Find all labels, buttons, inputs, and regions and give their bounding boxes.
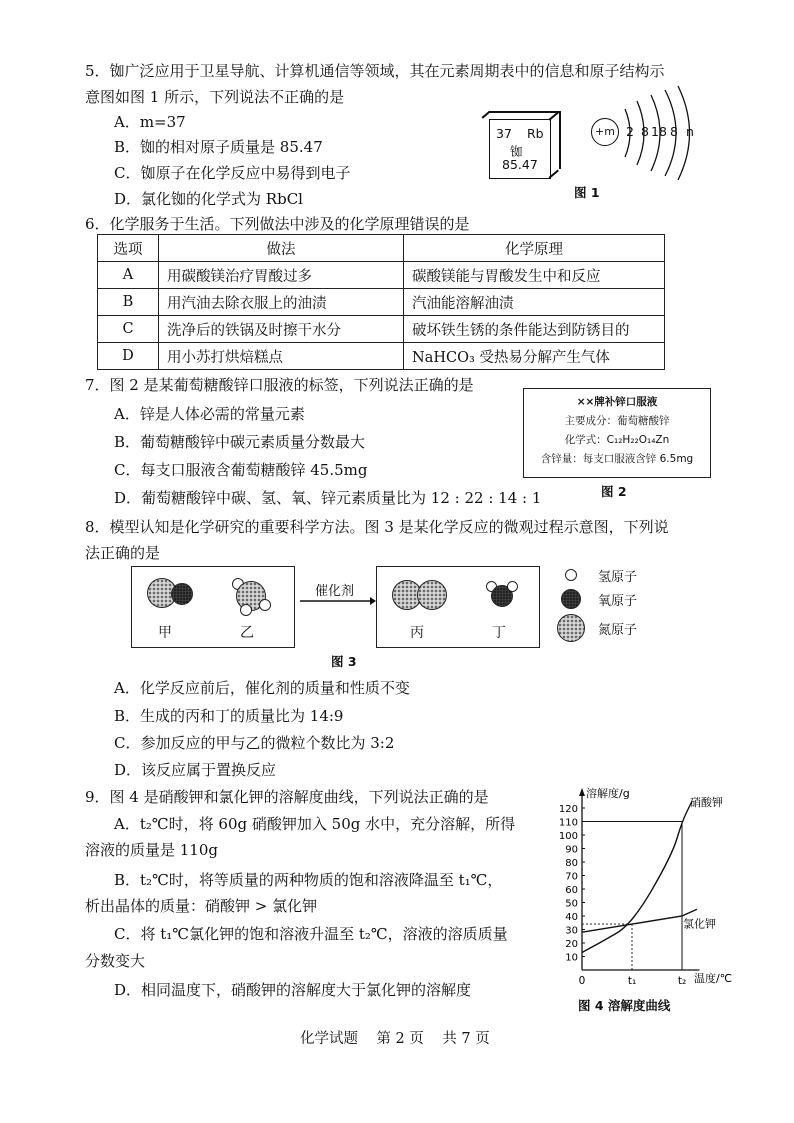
q5-stem-line1: 5．铷广泛应用于卫星导航、计算机通信等领域，其在元素周期表中的信息和原子结构示 bbox=[85, 62, 665, 80]
q9-option-c-line1: C．将 t₁℃氯化钾的饱和溶液升温至 t₂℃，溶液的溶质质量 bbox=[114, 925, 508, 943]
catalyst-label: 催化剂 bbox=[315, 584, 355, 599]
table-row bbox=[98, 316, 665, 343]
element-number: 37 bbox=[496, 126, 512, 141]
q8-option-b: B．生成的丙和丁的质量比为 14:9 bbox=[114, 707, 344, 725]
shell-4: 8 bbox=[670, 124, 678, 139]
q7-stem: 7．图 2 是某葡萄糖酸锌口服液的标签，下列说法正确的是 bbox=[85, 376, 474, 394]
q6-table bbox=[97, 234, 665, 370]
table-header-row bbox=[98, 235, 665, 262]
fig3-caption: 图 3 bbox=[331, 654, 357, 669]
element-mass: 85.47 bbox=[502, 157, 538, 172]
table-header: 化学原理 bbox=[404, 235, 665, 262]
y-tick-label: 110 bbox=[558, 817, 578, 829]
nucleus: +m bbox=[591, 118, 619, 146]
q8-option-d: D．该反应属于置换反应 bbox=[114, 761, 277, 779]
legend-nitrogen: 氮原子 bbox=[598, 623, 638, 638]
product-label bbox=[523, 388, 711, 478]
element-name: 铷 bbox=[510, 144, 523, 159]
hydrogen-atom bbox=[259, 599, 271, 611]
x-axis-label: 温度/℃ bbox=[694, 972, 733, 985]
q9-option-b-line2: 析出晶体的质量：硝酸钾 > 氯化钾 bbox=[85, 897, 318, 915]
y-tick-label: 70 bbox=[565, 871, 578, 883]
y-axis-arrow bbox=[579, 788, 585, 796]
solubility-chart bbox=[548, 784, 748, 994]
q7-option-a: A．锌是人体必需的常量元素 bbox=[114, 405, 305, 423]
oxygen-atom bbox=[171, 583, 193, 605]
legend-hydrogen: 氢原子 bbox=[598, 570, 638, 585]
table-row bbox=[98, 262, 665, 289]
shell-1: 2 bbox=[626, 124, 634, 139]
table-cell: 用小苏打烘焙糕点 bbox=[159, 343, 404, 370]
q5-option-c: C．铷原子在化学反应中易得到电子 bbox=[114, 164, 351, 182]
q9-stem: 9．图 4 是硝酸钾和氯化钾的溶解度曲线，下列说法正确的是 bbox=[85, 788, 489, 806]
label-line2: 主要成分：葡萄糖酸锌 bbox=[564, 415, 670, 427]
y-tick-label: 20 bbox=[565, 939, 578, 950]
legend-oxygen: 氧原子 bbox=[598, 594, 638, 609]
label-line1: ××牌补锌口服液 bbox=[576, 396, 658, 408]
q9-option-c-line2: 分数变大 bbox=[85, 952, 146, 970]
q9-option-b-line1: B．t₂℃时，将等质量的两种物质的饱和溶液降温至 t₁℃， bbox=[114, 871, 503, 889]
reaction-arrow bbox=[300, 595, 376, 607]
table-header: 做法 bbox=[159, 235, 404, 262]
table-cell: A bbox=[98, 262, 159, 289]
y-tick-label: 120 bbox=[558, 804, 578, 815]
q7-option-d: D．葡萄糖酸锌中碳、氢、氧、锌元素质量比为 12 : 22 : 14 : 1 bbox=[114, 489, 542, 507]
y-tick-label: 40 bbox=[565, 912, 578, 923]
table-row bbox=[98, 289, 665, 316]
q7-option-c: C．每支口服液含葡萄糖酸锌 45.5mg bbox=[114, 461, 368, 479]
oxygen-legend-icon bbox=[561, 589, 581, 609]
q5-option-d: D．氯化铷的化学式为 RbCl bbox=[114, 190, 303, 208]
table-cell: NaHCO₃ 受热易分解产生气体 bbox=[404, 343, 665, 370]
q9-option-a-line2: 溶液的质量是 110g bbox=[85, 841, 219, 859]
q5-option-a: A．m=37 bbox=[114, 113, 186, 131]
table-cell: 洗净后的铁锅及时擦干水分 bbox=[159, 316, 404, 343]
table-cell: 用碳酸镁治疗胃酸过多 bbox=[159, 262, 404, 289]
y-tick-label: 50 bbox=[565, 898, 578, 910]
label-yi: 乙 bbox=[240, 625, 254, 641]
series-label-0: 硝酸钾 bbox=[690, 796, 723, 809]
x-tick-label: t₁ bbox=[627, 975, 637, 987]
q9-option-a-line1: A．t₂℃时，将 60g 硝酸钾加入 50g 水中，充分溶解，所得 bbox=[114, 815, 516, 833]
y-tick-label: 100 bbox=[558, 831, 578, 842]
table-cell: 用汽油去除衣服上的油渍 bbox=[159, 289, 404, 316]
q6-stem: 6．化学服务于生活。下列做法中涉及的化学原理错误的是 bbox=[85, 215, 470, 233]
table-cell: B bbox=[98, 289, 159, 316]
q8-stem-line1: 8．模型认知是化学研究的重要科学方法。图 3 是某化学反应的微观过程示意图，下列说 bbox=[85, 518, 669, 536]
y-tick-label: 80 bbox=[565, 858, 578, 869]
q8-option-c: C．参加反应的甲与乙的微粒个数比为 3:2 bbox=[114, 734, 395, 752]
y-tick-label: 10 bbox=[565, 952, 578, 964]
table-cell: 破坏铁生锈的条件能达到防锈目的 bbox=[404, 316, 665, 343]
y-tick-label: 90 bbox=[565, 844, 578, 856]
hydrogen-legend-icon bbox=[565, 569, 577, 581]
label-ding: 丁 bbox=[492, 625, 506, 641]
q5-option-b: B．铷的相对原子质量是 85.47 bbox=[114, 138, 323, 156]
label-bing: 丙 bbox=[410, 625, 424, 641]
label-line3: 化学式：C₁₂H₂₂O₁₄Zn bbox=[564, 434, 670, 446]
nitrogen-legend-icon bbox=[557, 614, 585, 642]
table-cell: 碳酸镁能与胃酸发生中和反应 bbox=[404, 262, 665, 289]
table-header: 选项 bbox=[98, 235, 159, 262]
y-axis-label: 溶解度/g bbox=[586, 787, 630, 800]
x-tick-label: 0 bbox=[578, 975, 586, 987]
fig4-caption: 图 4 溶解度曲线 bbox=[578, 998, 671, 1013]
label-jia: 甲 bbox=[158, 625, 172, 641]
table-cell: C bbox=[98, 316, 159, 343]
y-tick-label: 60 bbox=[565, 885, 578, 896]
page-footer: 化学试题 第 2 页 共 7 页 bbox=[300, 1031, 490, 1047]
nitrogen-atom bbox=[417, 580, 447, 610]
label-line4: 含锌量：每支口服液含锌 6.5mg bbox=[540, 453, 694, 465]
table-row bbox=[98, 343, 665, 370]
q7-option-b: B．葡萄糖酸锌中碳元素质量分数最大 bbox=[114, 433, 366, 451]
shell-3: 18 bbox=[651, 124, 667, 139]
q9-option-d: D．相同温度下，硝酸钾的溶解度大于氯化钾的溶解度 bbox=[114, 981, 472, 999]
shell-5: n bbox=[686, 124, 694, 139]
element-symbol: Rb bbox=[527, 126, 544, 141]
shell-2: 8 bbox=[641, 124, 649, 139]
series-label-1: 氯化钾 bbox=[683, 917, 716, 931]
q8-stem-line2: 法正确的是 bbox=[85, 544, 161, 562]
hydrogen-atom bbox=[240, 604, 252, 616]
x-tick-label: t₂ bbox=[677, 975, 687, 987]
q5-stem-line2: 意图如图 1 所示，下列说法不正确的是 bbox=[85, 88, 345, 106]
table-cell: 汽油能溶解油渍 bbox=[404, 289, 665, 316]
table-cell: D bbox=[98, 343, 159, 370]
series-line-1 bbox=[582, 909, 697, 932]
fig2-caption: 图 2 bbox=[601, 484, 627, 499]
fig1-caption: 图 1 bbox=[574, 185, 600, 200]
hydrogen-atom bbox=[507, 581, 518, 592]
q8-option-a: A．化学反应前后，催化剂的质量和性质不变 bbox=[114, 679, 410, 697]
y-tick-label: 30 bbox=[565, 925, 578, 937]
